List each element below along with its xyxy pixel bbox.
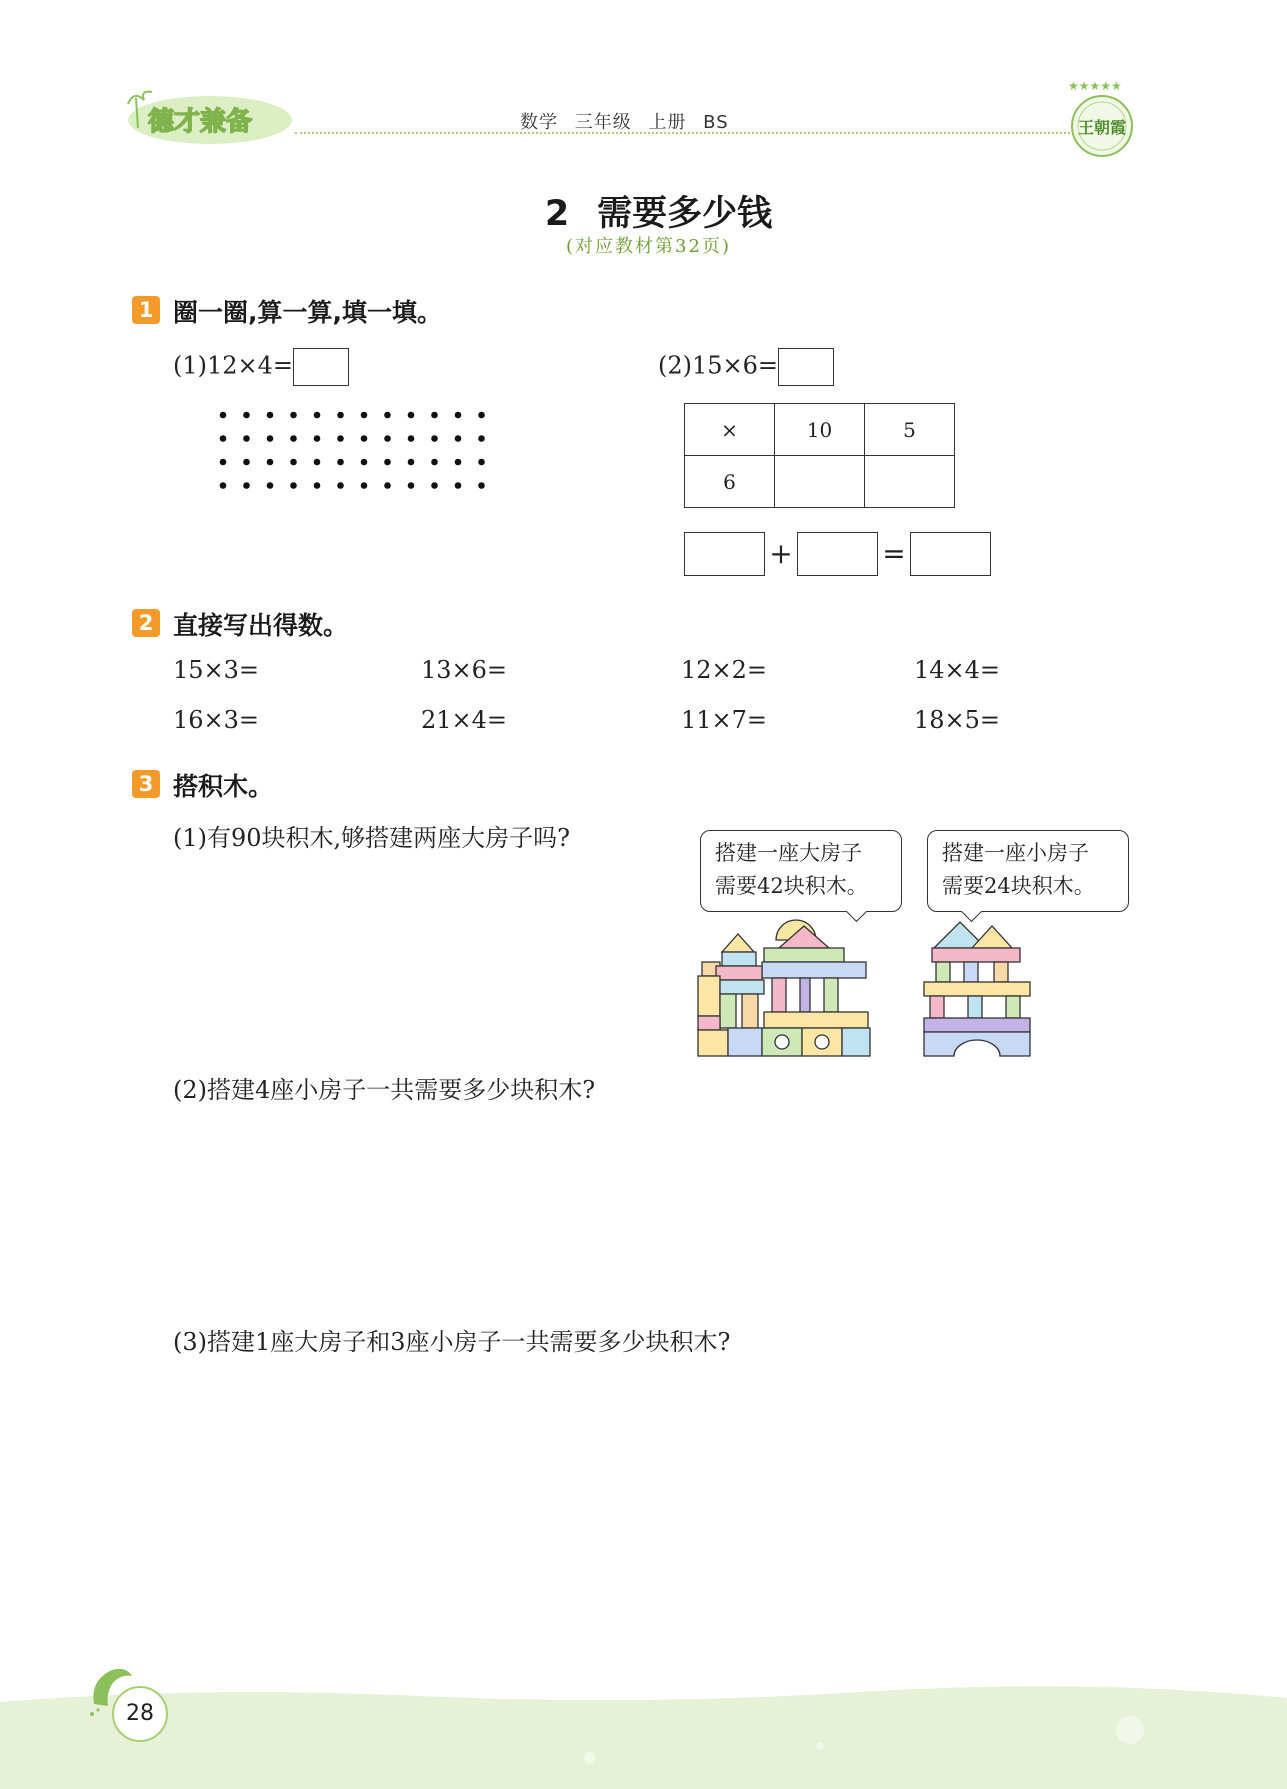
- sum-equation: [684, 530, 991, 576]
- dot[interactable]: [431, 459, 438, 466]
- dot[interactable]: [243, 412, 250, 419]
- seal-text: 王朝霞: [1077, 118, 1127, 137]
- page-subtitle: (对应教材第32页): [566, 236, 731, 257]
- page-title: [0, 186, 1287, 236]
- lesson-title: 需要多少钱: [597, 194, 773, 234]
- bubble-big-line-2: 需要42块积木。: [715, 874, 868, 898]
- question-1-2-text: (2)15×6=: [658, 351, 779, 380]
- dot[interactable]: [290, 459, 297, 466]
- section-1-badge: 1: [132, 296, 160, 324]
- dot[interactable]: [384, 412, 391, 419]
- sum-box-2[interactable]: [797, 532, 878, 576]
- dot[interactable]: [290, 482, 297, 489]
- dot[interactable]: [361, 435, 368, 442]
- dot[interactable]: [243, 435, 250, 442]
- dot[interactable]: [408, 435, 415, 442]
- dot[interactable]: [314, 435, 321, 442]
- table-header-10: 10: [775, 404, 865, 456]
- equation[interactable]: 13×6=: [421, 656, 508, 684]
- dot[interactable]: [220, 435, 227, 442]
- brand-logo-text: 德才兼备: [148, 107, 253, 137]
- equation[interactable]: 15×3=: [173, 656, 260, 684]
- question-3-2: (2)搭建4座小房子一共需要多少块积木?: [173, 1076, 596, 1104]
- page-number: 28: [112, 1686, 168, 1742]
- equation[interactable]: 11×7=: [681, 706, 768, 734]
- dot[interactable]: [314, 482, 321, 489]
- answer-box[interactable]: [778, 348, 834, 386]
- svg-text:★★★★★: ★★★★★: [1068, 79, 1122, 93]
- equation[interactable]: 21×4=: [421, 706, 508, 734]
- dot[interactable]: [408, 459, 415, 466]
- dot[interactable]: [267, 412, 274, 419]
- dot[interactable]: [478, 459, 485, 466]
- speech-bubble-small-house: [927, 830, 1129, 912]
- dot[interactable]: [455, 435, 462, 442]
- table-cell-answer[interactable]: [775, 456, 865, 508]
- bubble-small-line-2: 需要24块积木。: [942, 874, 1095, 898]
- table-cell-answer[interactable]: [865, 456, 955, 508]
- dot[interactable]: [408, 482, 415, 489]
- footer-background: [0, 1680, 1287, 1789]
- section-1-title: 圈一圈,算一算,填一填。: [173, 298, 442, 327]
- dot[interactable]: [478, 435, 485, 442]
- dot[interactable]: [478, 482, 485, 489]
- bubble-big-line-1: 搭建一座大房子: [715, 841, 862, 865]
- dot[interactable]: [361, 412, 368, 419]
- dot[interactable]: [220, 412, 227, 419]
- question-1-1: [173, 348, 349, 386]
- multiplication-table: [684, 403, 955, 508]
- speech-bubble-big-house: [700, 830, 902, 912]
- dot[interactable]: [267, 482, 274, 489]
- dot[interactable]: [384, 482, 391, 489]
- question-1-2: [658, 348, 834, 386]
- bubble-small-line-1: 搭建一座小房子: [942, 841, 1089, 865]
- question-3-3: (3)搭建1座大房子和3座小房子一共需要多少块积木?: [173, 1328, 731, 1356]
- answer-box[interactable]: [293, 348, 349, 386]
- section-3-badge: 3: [132, 770, 160, 798]
- dot[interactable]: [314, 459, 321, 466]
- dot-array[interactable]: [218, 410, 488, 490]
- dot[interactable]: [361, 459, 368, 466]
- equation[interactable]: 16×3=: [173, 706, 260, 734]
- dot[interactable]: [455, 459, 462, 466]
- question-3-1: (1)有90块积木,够搭建两座大房子吗?: [173, 824, 571, 852]
- lesson-number: 2: [544, 194, 570, 234]
- plus-sign: +: [769, 536, 793, 570]
- equals-sign: =: [882, 536, 906, 570]
- dot[interactable]: [243, 459, 250, 466]
- dot[interactable]: [478, 412, 485, 419]
- sum-box-result[interactable]: [910, 532, 991, 576]
- table-row-header-6: 6: [685, 456, 775, 508]
- dot[interactable]: [337, 435, 344, 442]
- dot[interactable]: [431, 435, 438, 442]
- question-1-1-text: (1)12×4=: [173, 351, 294, 380]
- dot[interactable]: [243, 482, 250, 489]
- dot[interactable]: [290, 435, 297, 442]
- section-3-title: 搭积木。: [173, 772, 274, 801]
- dot[interactable]: [220, 459, 227, 466]
- equation[interactable]: 14×4=: [914, 656, 1001, 684]
- big-block-house-illustration: [694, 918, 876, 1058]
- seal-logo: [1062, 76, 1142, 164]
- brand-logo: [118, 84, 293, 146]
- table-corner: ×: [685, 404, 775, 456]
- dot[interactable]: [361, 482, 368, 489]
- dot[interactable]: [267, 435, 274, 442]
- sum-box-1[interactable]: [684, 532, 765, 576]
- header-subject: 数学 三年级 上册 BS: [520, 112, 729, 133]
- table-header-5: 5: [865, 404, 955, 456]
- dot[interactable]: [290, 412, 297, 419]
- small-block-house-illustration: [920, 918, 1038, 1058]
- dot[interactable]: [220, 482, 227, 489]
- dot[interactable]: [455, 482, 462, 489]
- dot[interactable]: [337, 459, 344, 466]
- dot[interactable]: [337, 412, 344, 419]
- dot[interactable]: [267, 459, 274, 466]
- dot[interactable]: [408, 412, 415, 419]
- section-2-badge: 2: [132, 609, 160, 637]
- dot[interactable]: [337, 482, 344, 489]
- dot[interactable]: [431, 482, 438, 489]
- dot[interactable]: [314, 412, 321, 419]
- equation[interactable]: 12×2=: [681, 656, 768, 684]
- section-2-title: 直接写出得数。: [173, 611, 349, 640]
- equation[interactable]: 18×5=: [914, 706, 1001, 734]
- dot[interactable]: [455, 412, 462, 419]
- dot[interactable]: [384, 459, 391, 466]
- dot[interactable]: [384, 435, 391, 442]
- dot[interactable]: [431, 412, 438, 419]
